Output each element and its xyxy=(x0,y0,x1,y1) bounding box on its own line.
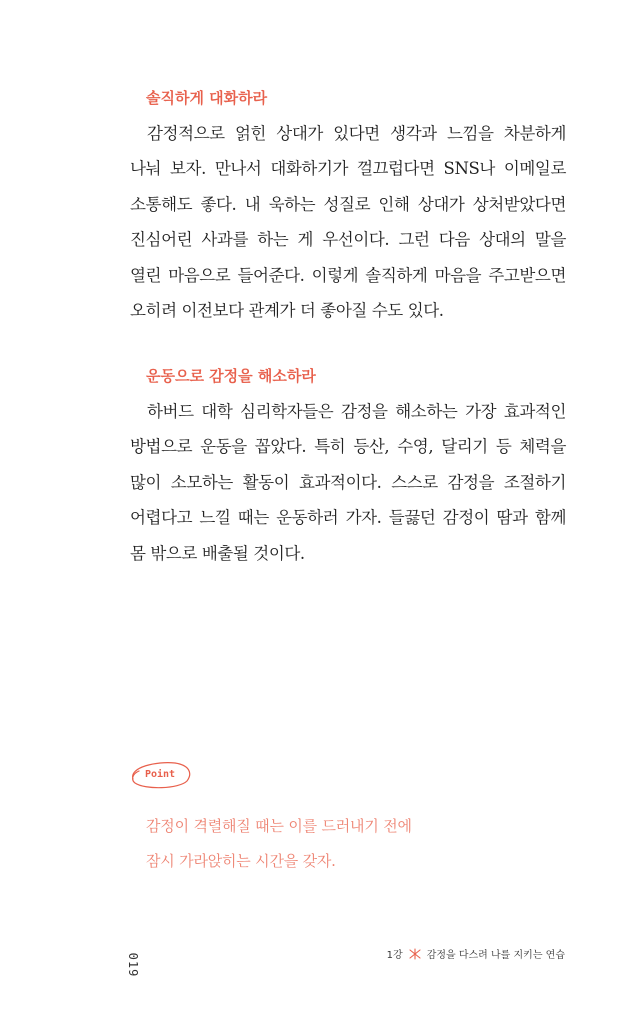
section-heading-exercise: 운동으로 감정을 해소하라 xyxy=(146,367,316,385)
running-footer xyxy=(387,946,565,961)
point-label: Point xyxy=(144,769,176,780)
footer-chapter: 1강 xyxy=(386,950,403,961)
section-body-honest-talk: 감정적으로 얽힌 상대가 있다면 생각과 느낌을 차분하게 나눠 보자. 만나서 대화하기가 껄끄럽다면 SNS나 이메일로 소통해도 좋다. 내 욱하는 성질로 인해 상대가 상처받았다면 진심어린 사과를 하는 게 우선이다. 그런 다음 상대의 말을 열린 마음으로 들어준다. 이렇게 솔직하게 마음을 주고받으면 오히려 이전보다 관계가 더 좋아질 수도 있다. xyxy=(130,124,566,321)
section-body-exercise: 하버드 대학 심리학자들은 감정을 해소하는 가장 효과적인 방법으로 운동을 꼽았다. 특히 등산, 수영, 달리기 등 체력을 많이 소모하는 활동이 효과적이다. 스스로 감정을 조절하기 어렵다고 느낄 때는 운동하러 가자. 들끓던 감정이 땀과 함께 몸 밖으로 배출될 것이다. xyxy=(130,402,566,563)
point-badge xyxy=(127,759,193,791)
footer-title: 감정을 다스려 나를 지키는 연습 xyxy=(426,950,565,961)
cross-ornament-icon xyxy=(409,948,421,960)
section-heading-honest-talk: 솔직하게 대화하라 xyxy=(146,89,268,107)
page-number: 019 xyxy=(126,952,140,978)
point-line-2: 잠시 가라앉히는 시간을 갖자. xyxy=(146,852,336,870)
point-line-1: 감정이 격렬해질 때는 이를 드러내기 전에 xyxy=(146,817,412,835)
